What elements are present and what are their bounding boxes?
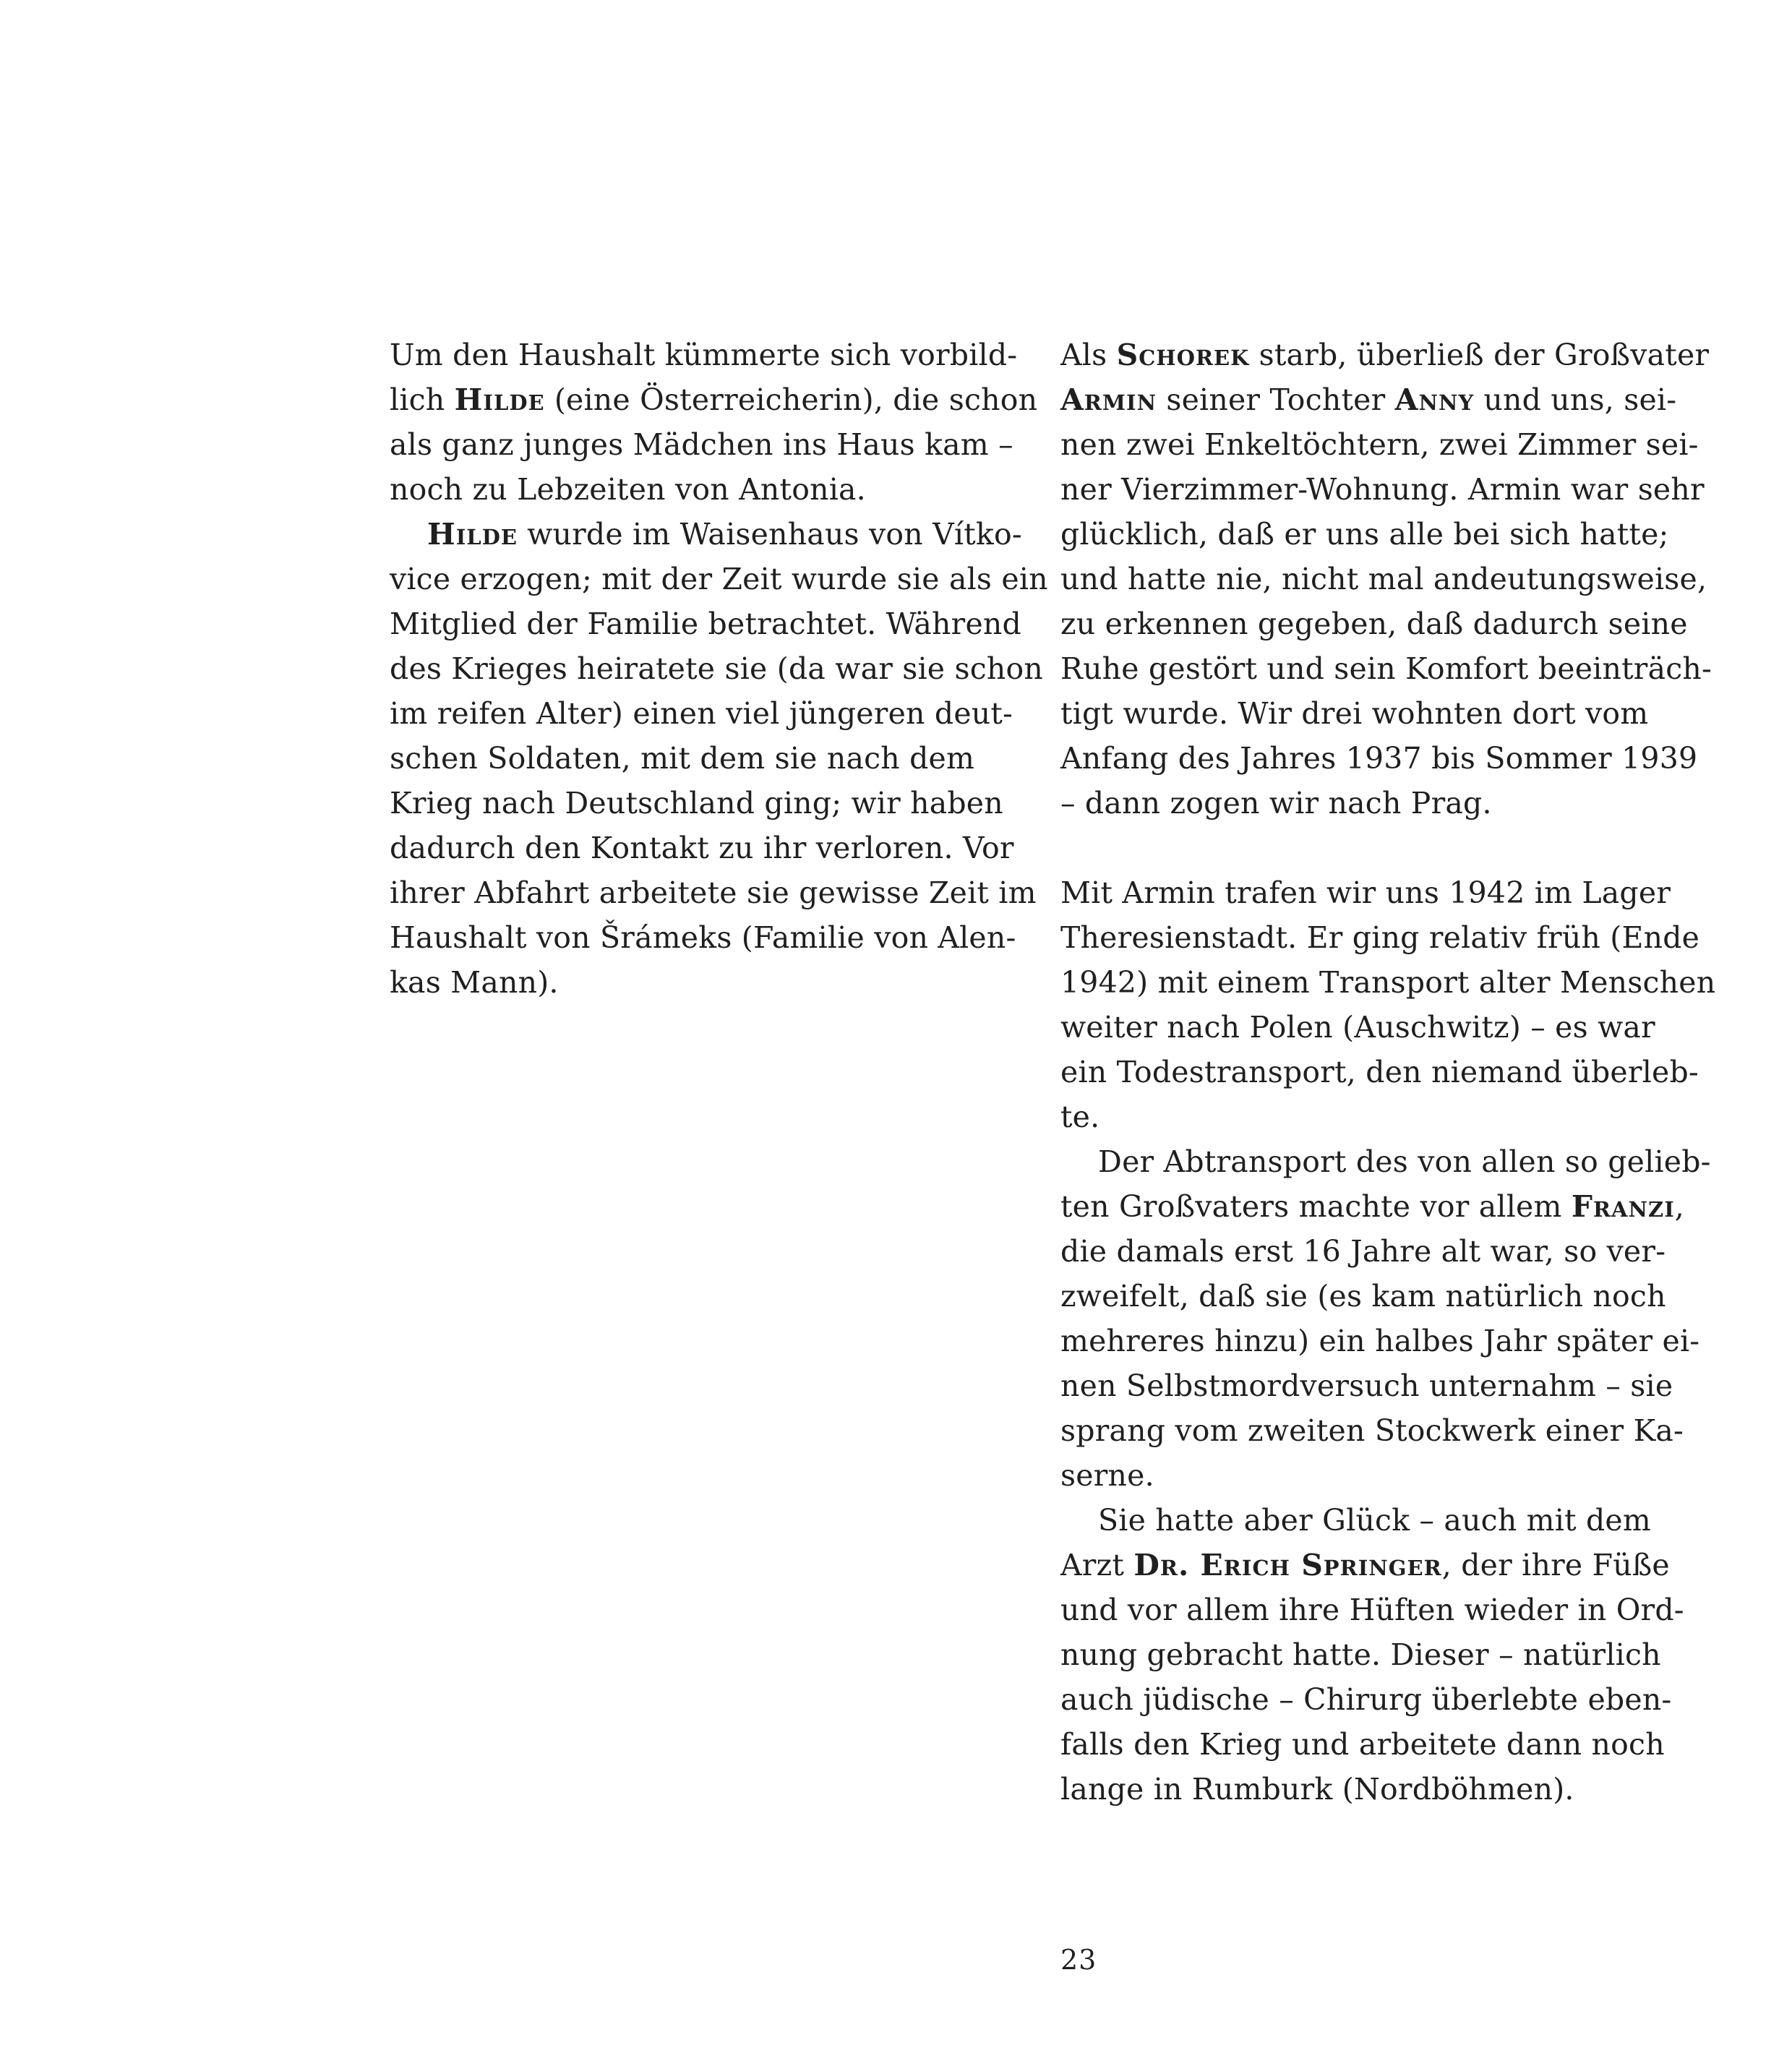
text-line: nen Selbstmordversuch unternahm – sie: [1060, 1368, 1673, 1403]
text-line: [1060, 377, 1697, 422]
paragraph-schorek-armin: [1060, 333, 1712, 826]
text-span: ,: [1674, 1189, 1684, 1224]
text-line: dadurch den Kontakt zu ihr verloren. Vor: [390, 831, 1014, 865]
text-span: und uns, sei-: [1474, 382, 1677, 417]
person-name-armin: Armin: [1060, 382, 1157, 417]
text-line: als ganz junges Mädchen ins Haus kam –: [390, 427, 1013, 462]
text-line: sprang vom zweiten Stockwerk einer Ka-: [1060, 1413, 1684, 1448]
text-line: Mit Armin trafen wir uns 1942 im Lager: [1060, 875, 1671, 910]
text-span: seiner Tochter: [1157, 382, 1395, 417]
paragraph-hilde-household: [390, 333, 1038, 512]
person-name-springer: Dr. Erich Springer: [1133, 1548, 1442, 1582]
text-line: mehreres hinzu) ein halbes Jahr später ei-: [1060, 1324, 1700, 1358]
text-line: glücklich, daß er uns alle bei sich hatte;: [1060, 517, 1669, 552]
text-line: [1060, 333, 1710, 377]
text-line: Sie hatte aber Glück – auch mit dem: [1098, 1503, 1651, 1538]
text-line: ner Vierzimmer-Wohnung. Armin war sehr: [1060, 472, 1705, 507]
text-line: zu erkennen gegeben, daß dadurch seine: [1060, 607, 1688, 641]
text-line: [390, 512, 1026, 557]
text-line: – dann zogen wir nach Prag.: [1060, 786, 1492, 821]
text-span: ten Großvaters machte vor allem: [1060, 1189, 1572, 1224]
text-line: Krieg nach Deutschland ging; wir haben: [390, 786, 1003, 821]
text-span: (eine Österreicherin), die schon: [544, 382, 1038, 417]
paragraph-hilde-orphanage: [390, 512, 1048, 1005]
text-line: nung gebracht hatte. Dieser – natürlich: [1060, 1637, 1661, 1672]
text-line: die damals erst 16 Jahre alt war, so ver-: [1060, 1234, 1666, 1269]
text-span: , der ihre Füße: [1441, 1548, 1670, 1582]
text-line: Anfang des Jahres 1937 bis Sommer 1939: [1060, 741, 1698, 776]
person-name-hilde: Hilde: [454, 382, 545, 417]
text-line: ihrer Abfahrt arbeitete sie gewisse Zeit im: [390, 875, 1037, 910]
right-text-column: [1060, 333, 1716, 1812]
person-name-hilde: Hilde: [427, 517, 518, 552]
text-line: Theresienstadt. Er ging relativ früh (Ende: [1060, 920, 1700, 955]
text-line: lange in Rumburk (Nordböhmen).: [1060, 1772, 1574, 1807]
text-line: zweifelt, daß sie (es kam natürlich noch: [1060, 1279, 1666, 1314]
person-name-franzi: Franzi: [1571, 1189, 1675, 1224]
text-line: weiter nach Polen (Auschwitz) – es war: [1060, 1010, 1655, 1045]
text-line: Ruhe gestört und sein Komfort beeinträch-: [1060, 651, 1712, 686]
text-line: serne.: [1060, 1458, 1154, 1493]
text-line: falls den Krieg und arbeitete dann noch: [1060, 1727, 1665, 1762]
text-line: [1060, 1543, 1697, 1588]
person-name-schorek: Schorek: [1116, 338, 1250, 372]
text-line: im reifen Alter) einen viel jüngeren deut-: [390, 696, 1013, 731]
text-line: [1060, 1184, 1697, 1229]
page-number: 23: [1060, 1944, 1097, 1976]
text-line: Der Abtransport des von allen so gelieb-: [1098, 1144, 1711, 1179]
text-line: tigt wurde. Wir drei wohnten dort vom: [1060, 696, 1649, 731]
text-line: auch jüdische – Chirurg überlebte eben-: [1060, 1682, 1672, 1717]
text-span: wurde im Waisenhaus von Vítko-: [517, 517, 1022, 552]
text-span: Arzt: [1060, 1548, 1134, 1582]
text-line: vice erzogen; mit der Zeit wurde sie als ein: [390, 562, 1048, 596]
paragraph-theresienstadt: [1060, 870, 1716, 1139]
text-line: kas Mann).: [390, 965, 559, 1000]
text-line: Mitglied der Familie betrachtet. Während: [390, 607, 1021, 641]
text-line: Um den Haushalt kümmerte sich vorbild-: [390, 338, 1018, 372]
text-line: und hatte nie, nicht mal andeutungsweise,: [1060, 562, 1707, 596]
left-text-column: [390, 333, 1048, 1005]
text-line: ein Todestransport, den niemand überleb-: [1060, 1055, 1699, 1089]
text-line: Haushalt von Šrámeks (Familie von Alen-: [390, 920, 1016, 955]
text-line: schen Soldaten, mit dem sie nach dem: [390, 741, 975, 776]
text-span: Als: [1060, 338, 1117, 372]
text-line: te.: [1060, 1100, 1100, 1134]
text-line: [390, 377, 1038, 422]
text-line: und vor allem ihre Hüften wieder in Ord-: [1060, 1593, 1684, 1627]
text-span: lich: [390, 382, 455, 417]
section-gap: [1060, 826, 1697, 870]
text-line: 1942) mit einem Transport alter Menschen: [1060, 965, 1716, 1000]
text-line: noch zu Lebzeiten von Antonia.: [390, 472, 866, 507]
text-line: des Krieges heiratete sie (da war sie schon: [390, 651, 1043, 686]
person-name-anny: Anny: [1394, 382, 1475, 417]
text-span: starb, überließ der Großvater: [1249, 338, 1710, 372]
paragraph-franzi: [1060, 1139, 1711, 1498]
text-line: nen zwei Enkeltöchtern, zwei Zimmer sei-: [1060, 427, 1699, 462]
paragraph-springer: [1060, 1498, 1697, 1812]
